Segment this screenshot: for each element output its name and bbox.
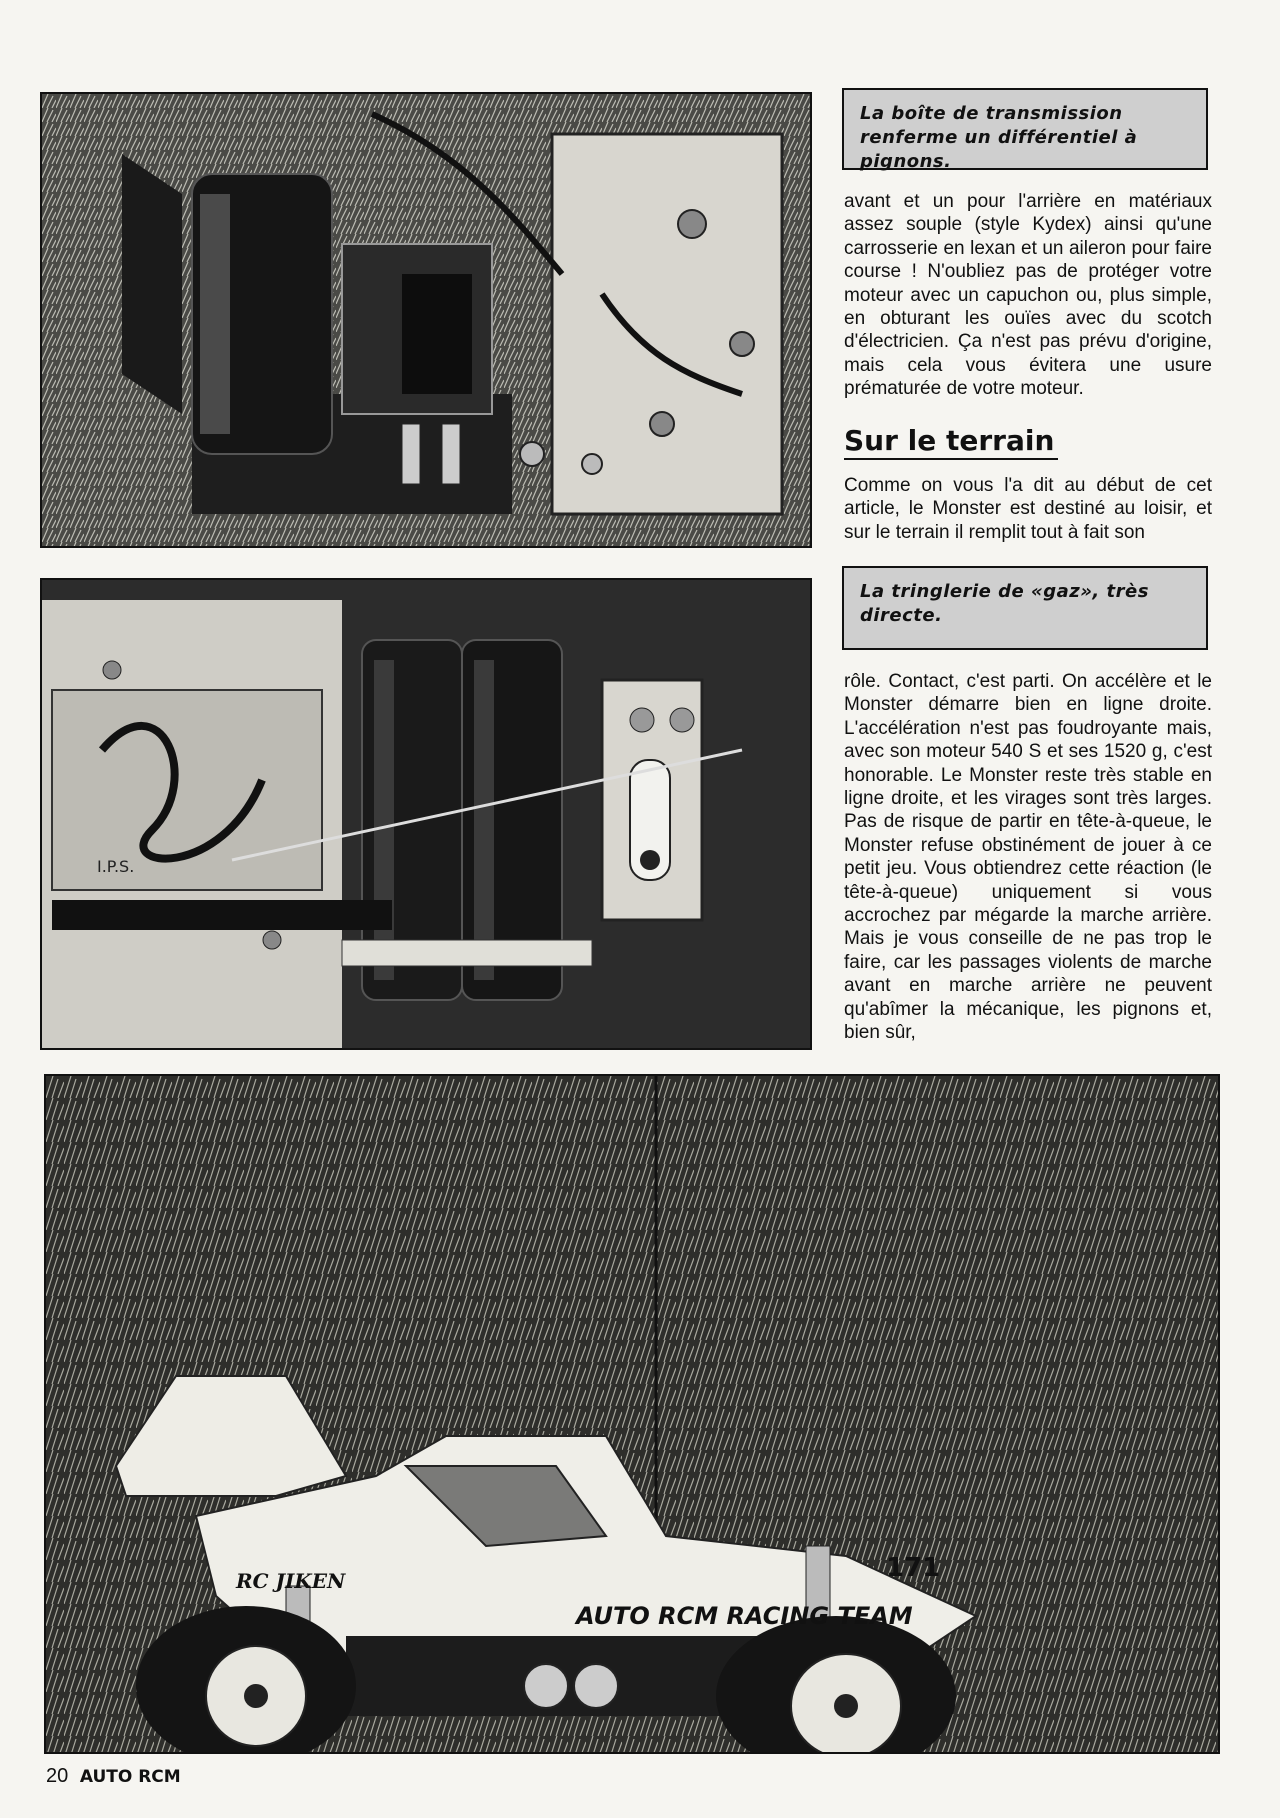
article-paragraph-3: rôle. Contact, c'est parti. On accélère et le Monster démarre bien en ligne droite. L'accélération n'est pas foudroyante mais, avec son moteur 540 S et ses 1520 g, c'est honorable. Le Monster reste très stable en ligne droite, et les virages sont très larges. Pas de risque de partir en tête-à-queue, le Monster refuse obstinément de jouer à ce petit jeu. Vous obtiendrez cette réaction (le tête-à-queue) uniquement si vous accrochez par mégarde la marche arrière. Mais je vous conseille de ne pas trop le faire, car les passages violents de marche avant en marche arrière ne peuvent qu'abîmer la mécanique, les pignons et, bien sûr, [844,671,1212,1044]
gearbox-photo [40,92,812,548]
chassis-badge-label: I.P.S. [97,857,135,876]
gearbox-photo-drawing [42,94,810,546]
caption-transmission [842,88,1208,170]
magazine-name: AUTO RCM [79,1767,181,1787]
monster-buggy-photo-drawing [46,1076,1218,1752]
caption-throttle [842,566,1208,650]
article-column-3 [844,670,1212,1045]
article-column-2 [844,474,1212,544]
section-heading: Sur le terrain [844,424,1058,460]
car-number-decal: 171 [886,1553,941,1583]
throttle-linkage-photo [40,578,812,1050]
body-team-decal: AUTO RCM RACING TEAM [576,1602,913,1630]
article-paragraph-1: avant et un pour l'arrière en matériaux assez souple (style Kydex) ainsi qu'une carrosserie en lexan et un aileron pour faire course ! N'oubliez pas de protéger votre moteur avec un capuchon ou, plus simple, en obturant les ouïes avec du scotch d'électricien. Ça n'est pas prévu d'origine, mais cela vous évitera une usure prématurée de votre moteur. [844,191,1212,400]
throttle-linkage-photo-drawing [42,580,810,1048]
page-number: 20 [46,1765,69,1787]
article-paragraph-2: Comme on vous l'a dit au début de cet article, le Monster est destiné au loisir, et sur le terrain il remplit tout à fait son [844,475,1212,543]
body-brand-decal: RC JIKEN [236,1569,346,1593]
page-footer [46,1764,181,1789]
article-column-1 [844,190,1212,401]
caption-transmission-text: La boîte de transmission renferme un différentiel à pignons. [860,103,1138,172]
caption-throttle-text: La tringlerie de «gaz», très directe. [860,581,1149,626]
monster-buggy-photo [44,1074,1220,1754]
